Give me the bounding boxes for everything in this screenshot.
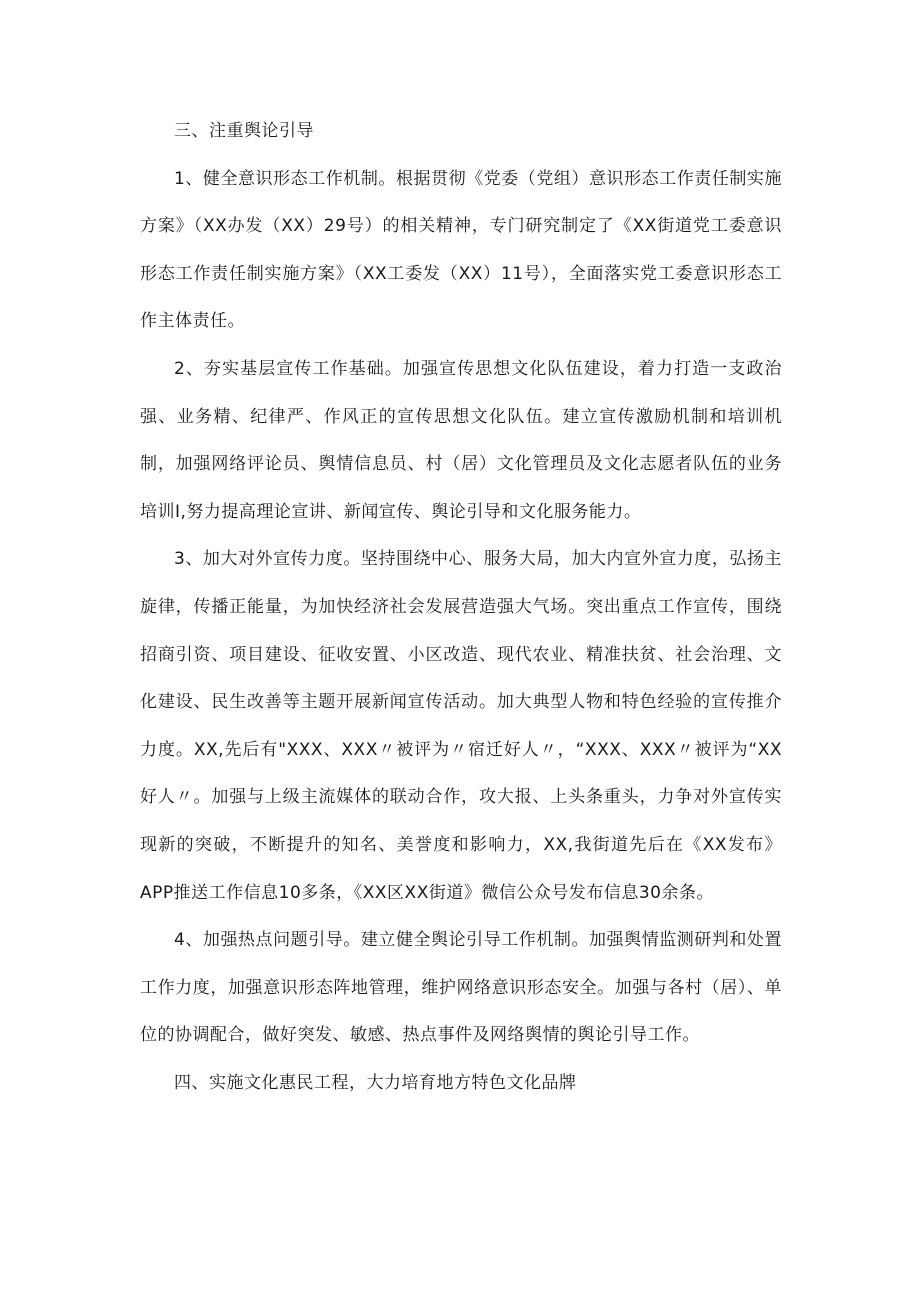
section-heading-4: 四、实施文化惠民工程，大力培育地方特色文化品牌	[174, 1072, 577, 1093]
paragraph-1: 1、健全意识形态工作机制。根据贯彻《党委（党组）意识形态工作责任制实施方案》（XX办发（XX）29号）的相关精神，专门研究制定了《XX街道党工委意识形态工作责任制实施方案》（XX工委发（XX）11号），全面落实党工委意识形态工作主体责任。	[140, 168, 782, 332]
document-body	[140, 108, 782, 1107]
paragraph-2: 2、夯实基层宣传工作基础。加强宣传思想文化队伍建设，着力打造一支政治强、业务精、纪律严、作风正的宣传思想文化队伍。建立宣传激励机制和培训机制，加强网络评论员、舆情信息员、村（居）文化管理员及文化志愿者队伍的业务培训I,努力提高理论宣讲、新闻宣传、舆论引导和文化服务能力。	[140, 358, 782, 522]
section-heading-3: 三、注重舆论引导	[174, 121, 314, 141]
paragraph-4: 4、加强热点问题引导。建立健全舆论引导工作机制。加强舆情监测研判和处置工作力度，加强意识形态阵地管理，维护网络意识形态安全。加强与各村（居）、单位的协调配合，做好突发、敏感、热点事件及网络舆情的舆论引导工作。	[140, 930, 782, 1046]
paragraph-3: 3、加大对外宣传力度。坚持围绕中心、服务大局，加大内宣外宣力度，弘扬主旋律，传播正能量，为加快经济社会发展营造强大气场。突出重点工作宣传，围绕招商引资、项目建设、征收安置、小区改造、现代农业、精准扶贫、社会治理、文化建设、民生改善等主题开展新闻宣传活动。加大典型人物和特色经验的宣传推介力度。XX,先后有"XXX、XXX〃被评为〃宿迁好人〃，“XXX、XXX〃被评为“XX好人〃。加强与上级主流媒体的联动合作，攻大报、上头条重头，力争对外宣传实现新的突破，不断提升的知名、美誉度和影响力，XX,我街道先后在《XX发布》APP推送工作信息10多条，《XX区XX街道》微信公众号发布信息30余条。	[140, 549, 782, 903]
